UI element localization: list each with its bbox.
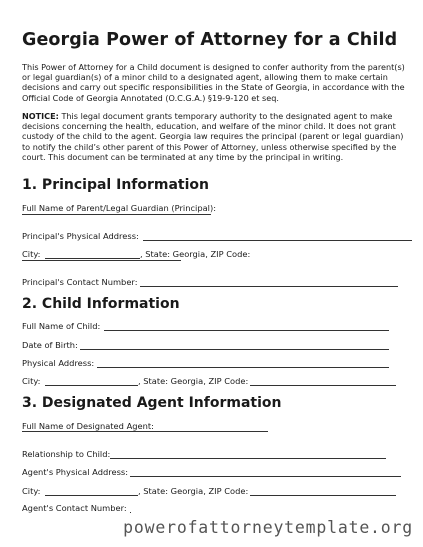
- principal-section-heading: 1. Principal Information: [22, 177, 210, 193]
- principal-contact-label: Principal's Contact Number:: [22, 277, 138, 287]
- child-city-label: City:: [22, 376, 41, 386]
- agent-zip-field[interactable]: [250, 486, 396, 496]
- agent-city-field[interactable]: [45, 486, 138, 496]
- principal-contact-field[interactable]: [140, 277, 398, 287]
- agent-address-row: [22, 467, 402, 478]
- child-city-row: [22, 376, 402, 387]
- footer-watermark: powerofattorneytemplate.org: [123, 518, 413, 537]
- principal-address-row: [22, 231, 402, 242]
- agent-contact-label: Agent's Contact Number:: [22, 503, 127, 513]
- principal-zip-field[interactable]: [22, 260, 181, 261]
- agent-relationship-field[interactable]: [110, 449, 386, 459]
- agent-contact-field[interactable]: [130, 503, 131, 513]
- notice-label: NOTICE:: [22, 111, 59, 121]
- principal-city-row: [22, 249, 402, 260]
- principal-address-field[interactable]: [143, 231, 412, 241]
- principal-city-label: City:: [22, 249, 41, 259]
- child-address-row: [22, 358, 402, 369]
- document-title: Georgia Power of Attorney for a Child: [22, 30, 398, 50]
- agent-contact-row: [22, 503, 402, 514]
- principal-address-label: Principal's Physical Address:: [22, 231, 139, 241]
- agent-address-field[interactable]: [130, 467, 401, 477]
- child-name-row: [22, 321, 402, 332]
- child-state-zip-label: , State: Georgia, ZIP Code:: [138, 376, 249, 386]
- notice-text: This legal document grants temporary authority to the designated agent to make decisions concerning the health, education, and welfare of the minor child. It does not grant custody of the child to the agent. Georgia law requires the principal (parent or legal guardian) to notify the child’s other parent of this Power of Attorney, unless otherwise specified by the court. This document can be terminated at any time by the principal in writing.: [22, 111, 404, 162]
- child-dob-field[interactable]: [80, 340, 389, 350]
- child-zip-field[interactable]: [250, 376, 396, 386]
- child-city-field[interactable]: [45, 376, 138, 386]
- child-address-label: Physical Address:: [22, 358, 95, 368]
- agent-city-label: City:: [22, 486, 41, 496]
- child-dob-row: [22, 340, 402, 351]
- notice-paragraph: [22, 111, 406, 162]
- agent-section-heading: 3. Designated Agent Information: [22, 395, 282, 411]
- agent-relationship-row: [22, 449, 402, 460]
- child-name-field[interactable]: [104, 321, 389, 331]
- agent-state-zip-label: , State: Georgia, ZIP Code:: [138, 486, 249, 496]
- agent-address-label: Agent's Physical Address:: [22, 467, 129, 477]
- child-address-field[interactable]: [97, 358, 389, 368]
- principal-name-field[interactable]: [22, 214, 211, 215]
- agent-name-field[interactable]: [22, 431, 268, 432]
- principal-contact-row: [22, 277, 402, 288]
- agent-relationship-label: Relationship to Child:: [22, 449, 111, 459]
- principal-name-row: [22, 203, 402, 214]
- child-dob-label: Date of Birth:: [22, 340, 78, 350]
- child-name-label: Full Name of Child:: [22, 321, 101, 331]
- child-section-heading: 2. Child Information: [22, 296, 180, 312]
- intro-paragraph: This Power of Attorney for a Child document is designed to confer authority from the parent(s) or legal guardian(s) of a minor child to a designated agent, allowing them to make certain decisions and carry out specific responsibilities in the State of Georgia, in accordance with the Official Code of Georgia Annotated (O.C.G.A.) §19-9-120 et seq.: [22, 62, 405, 103]
- agent-city-row: [22, 486, 402, 497]
- principal-name-label: Full Name of Parent/Legal Guardian (Principal):: [22, 203, 217, 213]
- principal-state-zip-label: , State: Georgia, ZIP Code:: [140, 249, 251, 259]
- principal-city-field[interactable]: [45, 249, 140, 259]
- agent-name-label: Full Name of Designated Agent:: [22, 421, 154, 431]
